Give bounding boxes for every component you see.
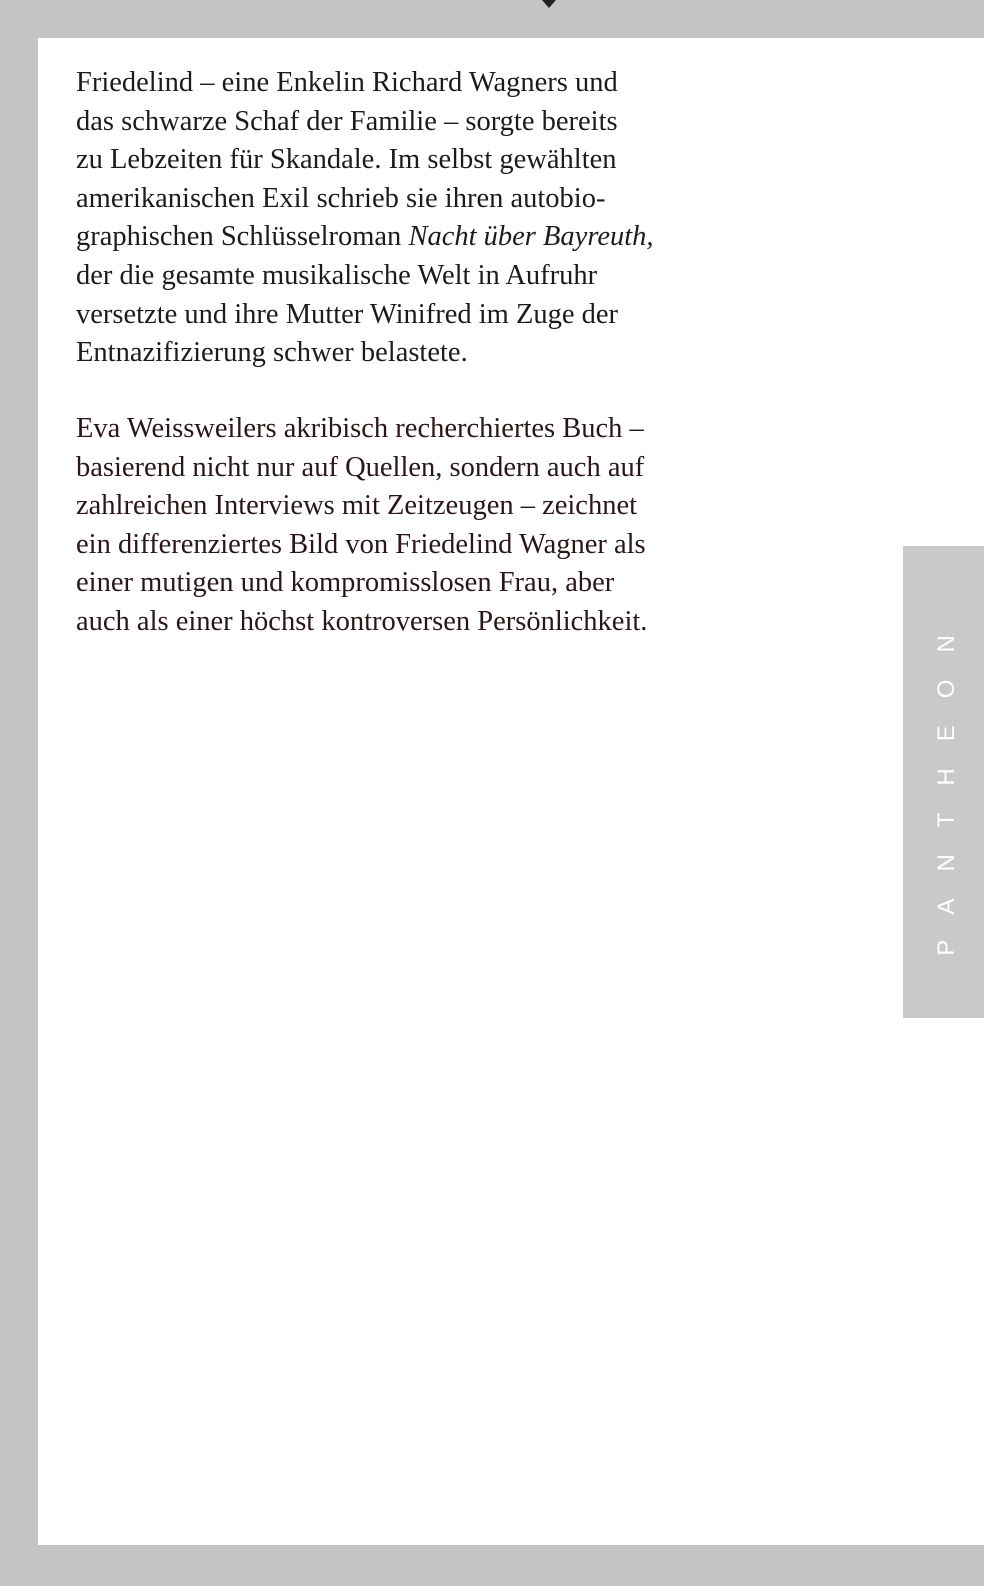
- scan-notch-mark: [542, 0, 556, 8]
- blurb-line: Entnazifizierung schwer belastete.: [76, 337, 468, 369]
- page-edge-right: [984, 0, 990, 1592]
- page-edge-bottom: [0, 1586, 990, 1592]
- blurb-paragraph-1: [76, 64, 796, 373]
- blurb-line: versetzte und ihre Mutter Winifred im Zuge der: [76, 298, 619, 330]
- blurb-paragraph-2: [76, 410, 796, 642]
- blurb-line: zahlreichen Interviews mit Zeitzeugen – zeichnet: [76, 490, 638, 522]
- blurb-line: Friedelind – eine Enkelin Richard Wagners und: [76, 67, 618, 98]
- book-title-italic: Nacht über Bayreuth,: [408, 221, 654, 253]
- blurb-line: der die gesamte musikalische Welt in Aufruhr: [76, 259, 598, 291]
- publisher-name: PANTHEON: [932, 608, 960, 956]
- blurb-line: [76, 218, 796, 257]
- blurb-line: einer mutigen und kompromisslosen Frau, aber: [76, 567, 615, 599]
- blurb-line: Eva Weissweilers akribisch recherchiertes Buch –: [76, 413, 644, 444]
- blurb-line: auch als einer höchst kontroversen Persönlichkeit.: [76, 605, 648, 637]
- blurb-line: basierend nicht nur auf Quellen, sondern auch auf: [76, 451, 645, 483]
- blurb-line: zu Lebzeiten für Skandale. Im selbst gewählten: [76, 144, 617, 176]
- blurb-line: das schwarze Schaf der Familie – sorgte bereits: [76, 105, 618, 137]
- blurb-text: graphischen Schlüsselroman: [76, 221, 409, 253]
- blurb-line: ein differenziertes Bild von Friedelind Wagner als: [76, 528, 646, 560]
- publisher-tab: [903, 546, 990, 1018]
- blurb-line: amerikanischen Exil schrieb sie ihren autobio-: [76, 182, 606, 214]
